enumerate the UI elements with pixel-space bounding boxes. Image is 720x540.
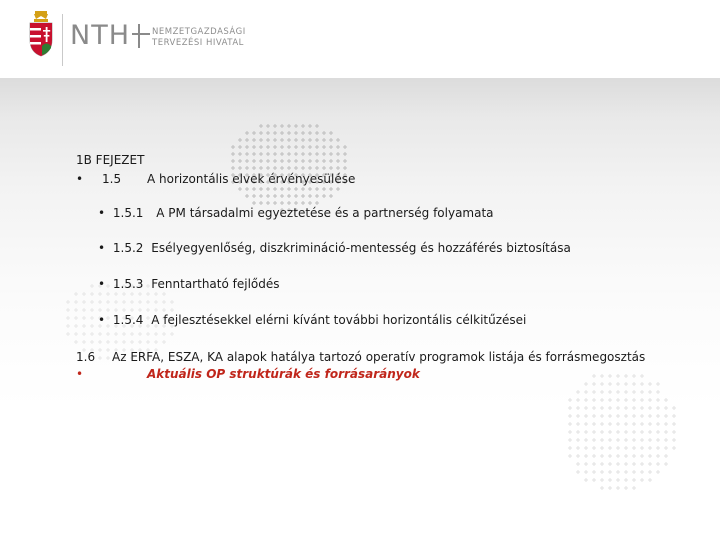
section-1-5: • 1.5 A horizontális elvek érvényesülése	[76, 172, 356, 186]
nth-logo: NTH	[70, 21, 146, 51]
subsection-1-5-1: • 1.5.1 A PM társadalmi egyeztetése és a partnerség folyamata	[98, 206, 494, 220]
agency-name: NEMZETGAZDASÁGI TERVEZÉSI HIVATAL	[152, 27, 246, 48]
chapter-title: 1B FEJEZET	[76, 153, 145, 167]
subsection-1-5-4: • 1.5.4 A fejlesztésekkel elérni kívánt további horizontális célkitűzései	[98, 313, 527, 327]
subsection-1-5-2: • 1.5.2 Esélyegyenlőség, diszkrimináció-mentesség és hozzáférés biztosítása	[98, 241, 571, 255]
highlight-item: • Aktuális OP struktúrák és forrásarányok	[76, 367, 420, 381]
highlight-text: Aktuális OP struktúrák és forrásarányok	[147, 367, 420, 381]
subsection-1-5-3: • 1.5.3 Fenntartható fejlődés	[98, 277, 280, 291]
section-1-6: 1.6 Az ERFA, ESZA, KA alapok hatálya tartozó operatív programok listája és forrásmegosztás	[76, 350, 646, 364]
